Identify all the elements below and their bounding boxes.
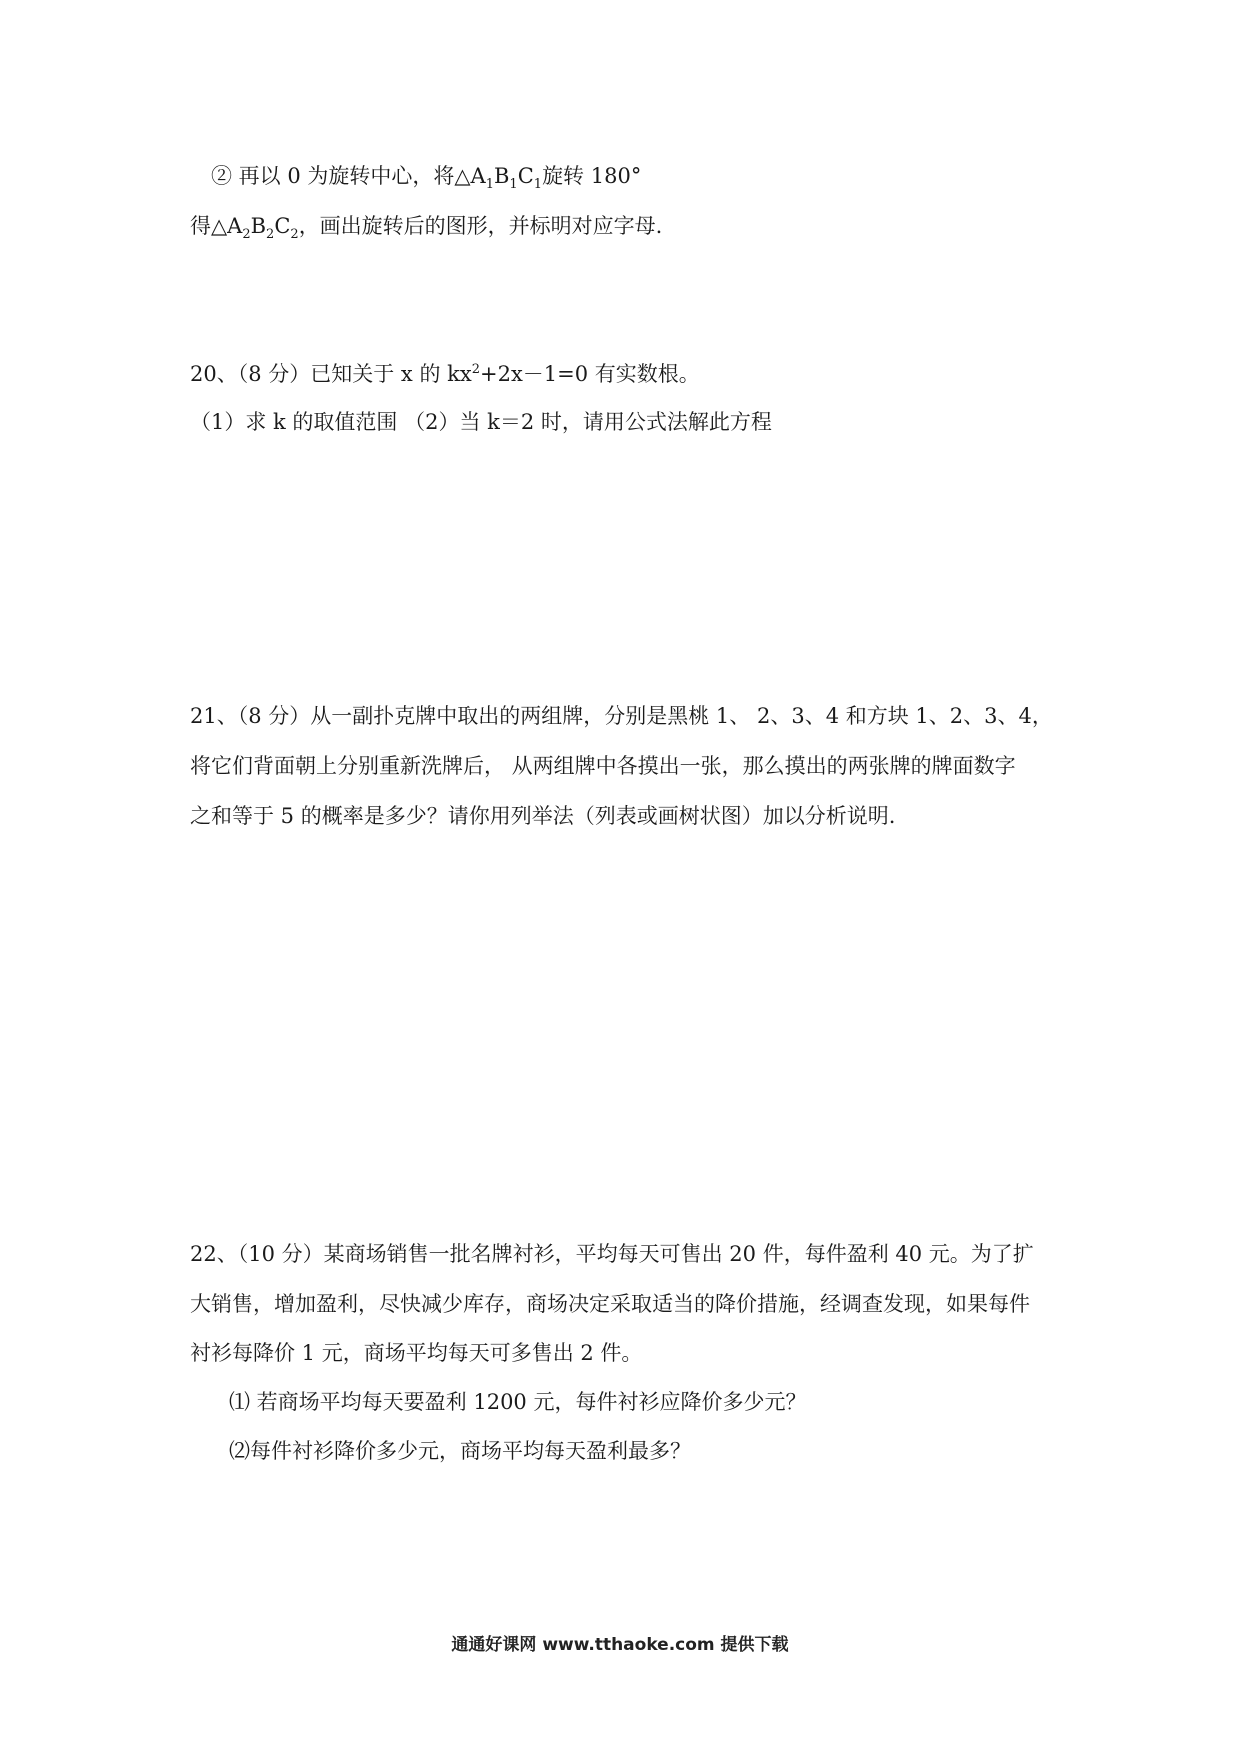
q19-step2-text-b: 旋转 180° bbox=[542, 164, 642, 188]
q19-step2-line2 bbox=[190, 212, 663, 243]
q19-vertex-b2: B bbox=[250, 214, 267, 238]
q22-line2: 大销售，增加盈利，尽快减少库存，商场决定采取适当的降价措施，经调查发现，如果每件 bbox=[190, 1292, 1030, 1316]
q19-vertex-c2: C bbox=[274, 214, 291, 238]
q22-part2: ⑵每件衬衫降价多少元，商场平均每天盈利最多？ bbox=[229, 1439, 691, 1463]
q20-title-text-a: 20、（8 分）已知关于 x 的 kx bbox=[190, 362, 472, 386]
q20-title-text-b: +2x－1=0 有实数根。 bbox=[479, 362, 700, 386]
q19-vertex-c1: C bbox=[517, 164, 534, 188]
q20-parts: （1）求 k 的取值范围 （2）当 k＝2 时，请用公式法解此方程 bbox=[190, 410, 772, 434]
q19-step2-text-a: ② 再以 0 为旋转中心，将△A bbox=[211, 164, 486, 188]
q22-line3: 衬衫每降价 1 元，商场平均每天可多售出 2 件。 bbox=[190, 1341, 643, 1365]
q22-line1: 22、（10 分）某商场销售一批名牌衬衫，平均每天可售出 20 件，每件盈利 40 元。为了扩 bbox=[190, 1242, 1034, 1266]
q19-sub-a2: 2 bbox=[242, 227, 251, 243]
q19-sub-b2: 2 bbox=[266, 227, 275, 243]
q19-step2-line1 bbox=[211, 162, 642, 193]
q19-line2-text-b: ，画出旋转后的图形，并标明对应字母. bbox=[298, 214, 663, 238]
q19-sub-c2: 2 bbox=[290, 227, 299, 243]
page-footer: 通通好课网 www.tthaoke.com 提供下载 bbox=[451, 1635, 789, 1655]
q21-line1: 21、（8 分）从一副扑克牌中取出的两组牌，分别是黑桃 1、 2、3、4 和方块 1、2、3、4， bbox=[190, 704, 1053, 728]
q21-line3: 之和等于 5 的概率是多少？请你用列举法（列表或画树状图）加以分析说明. bbox=[190, 804, 896, 828]
q19-sub-c1: 1 bbox=[533, 177, 543, 193]
q19-sub-a1: 1 bbox=[485, 177, 494, 193]
q19-line2-text-a: 得△A bbox=[190, 214, 243, 238]
q19-sub-b1: 1 bbox=[509, 177, 518, 193]
q19-vertex-b1: B bbox=[493, 164, 510, 188]
q20-title bbox=[190, 360, 700, 388]
q22-part1: ⑴ 若商场平均每天要盈利 1200 元，每件衬衫应降价多少元？ bbox=[229, 1390, 807, 1414]
q21-line2: 将它们背面朝上分别重新洗牌后， 从两组牌中各摸出一张，那么摸出的两张牌的牌面数字 bbox=[190, 754, 1016, 778]
q20-exponent: 2 bbox=[471, 362, 480, 377]
